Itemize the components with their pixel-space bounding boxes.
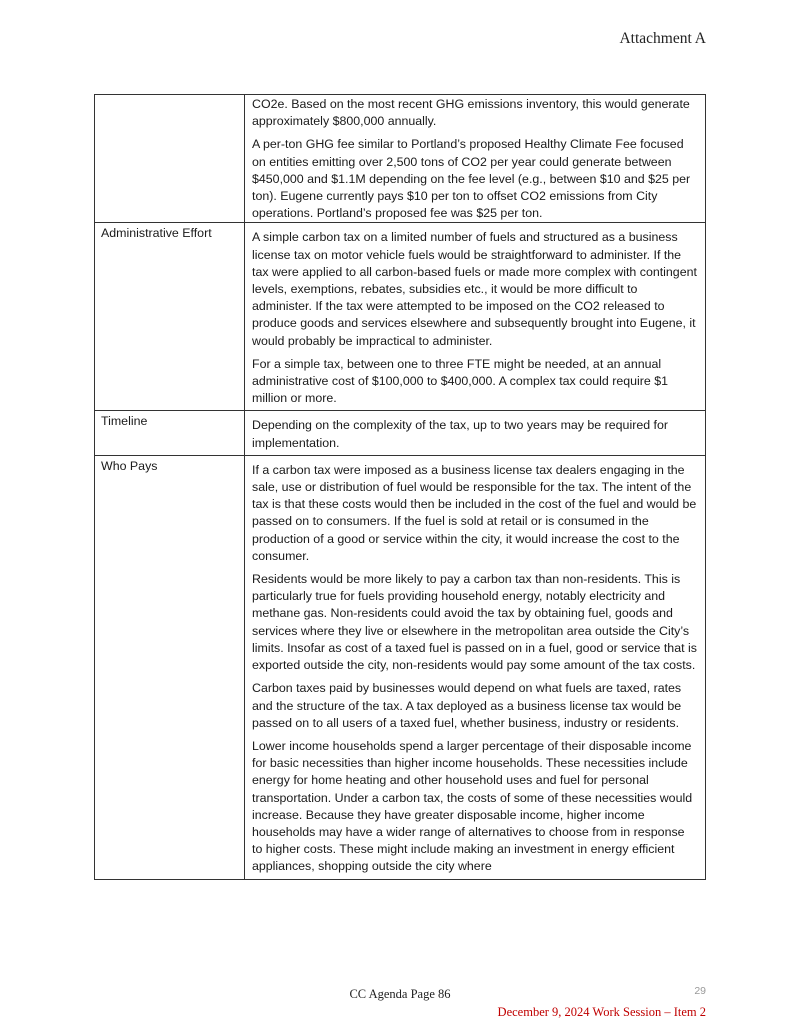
table-row: [95, 455, 706, 879]
work-session-label: December 9, 2024 Work Session – Item 2: [497, 1005, 706, 1019]
row-label: Who Pays: [95, 455, 245, 879]
paragraph: A per-ton GHG fee similar to Portland’s proposed Healthy Climate Fee focused on entities emitting over 2,500 tons of CO2 per year could generate between $450,000 and $1.1M depending on the fee level (e.g., between $10 and $25 per ton). Eugene currently pays $10 per ton to offset CO2 emissions from City operations. Portland’s proposed fee was $25 per ton.: [252, 137, 691, 221]
row-body: [245, 223, 706, 411]
paragraph: Lower income households spend a larger percentage of their disposable income for basic necessities than higher income households. These necessities include energy for home heating and other household uses and fuel for personal transportation. Under a carbon tax, the costs of some of these necessities would increase. Because they have greater disposable income, higher income households may have a wider range of alternatives to choose from in response to higher costs. These might include making an investment in energy efficient appliances, shopping outside the city where: [252, 738, 693, 874]
content-table: [94, 94, 706, 880]
page-number: 29: [694, 985, 706, 997]
attachment-label: Attachment A: [619, 30, 706, 47]
paragraph: If a carbon tax were imposed as a business license tax dealers engaging in the sale, use or distribution of fuel would be responsible for the tax. The intent of the tax is that these costs would then be included in the cost of the fuel and would be passed on to consumers. If the fuel is sold at retail or is consumed in the production of a good or service within the city, it would increase the cost to the consumer.: [252, 462, 697, 563]
paragraph: For a simple tax, between one to three FTE might be needed, at an annual administrative cost of $100,000 to $400,000. A complex tax could require $1 million or more.: [252, 356, 669, 406]
paragraph: CO2e. Based on the most recent GHG emissions inventory, this would generate approximately $800,000 annually.: [252, 97, 690, 129]
table-row: [95, 95, 706, 223]
paragraph: Residents would be more likely to pay a carbon tax than non-residents. This is particularly true for fuels providing household energy, notably electricity and methane gas. Non-residents could avoid the tax by obtaining fuel, goods and services where they live or elsewhere in the metropolitan area outside the City’s limits. Insofar as cost of a taxed fuel is passed on in a fuel, good or service that is exported outside the city, non-residents would pay some amount of the tax costs.: [252, 572, 697, 673]
paragraph: Carbon taxes paid by businesses would depend on what fuels are taxed, rates and the structure of the tax. A tax deployed as a business license tax would be passed on to all users of a taxed fuel, whether business, industry or residents.: [252, 681, 682, 730]
row-body: [245, 455, 706, 879]
paragraph: Depending on the complexity of the tax, up to two years may be required for implementation.: [252, 418, 669, 450]
agenda-page-label: CC Agenda Page 86: [349, 987, 451, 1001]
row-label: Timeline: [95, 411, 245, 455]
row-body: [245, 411, 706, 455]
paragraph: A simple carbon tax on a limited number of fuels and structured as a business license tax on motor vehicle fuels would be straightforward to administer. If the tax were applied to all carbon-based fuels or made more complex with contingent levels, exemptions, rebates, subsidies etc., it would be more difficult to administer. If the tax were attempted to be imposed on the CO2 released to produce goods and services elsewhere and subsequently brought into Eugene, it would probably be impractical to administer.: [252, 230, 697, 348]
row-body: [245, 95, 706, 223]
row-label: Administrative Effort: [95, 223, 245, 411]
table-row: [95, 223, 706, 411]
table-row: [95, 411, 706, 455]
row-label: [95, 95, 245, 223]
